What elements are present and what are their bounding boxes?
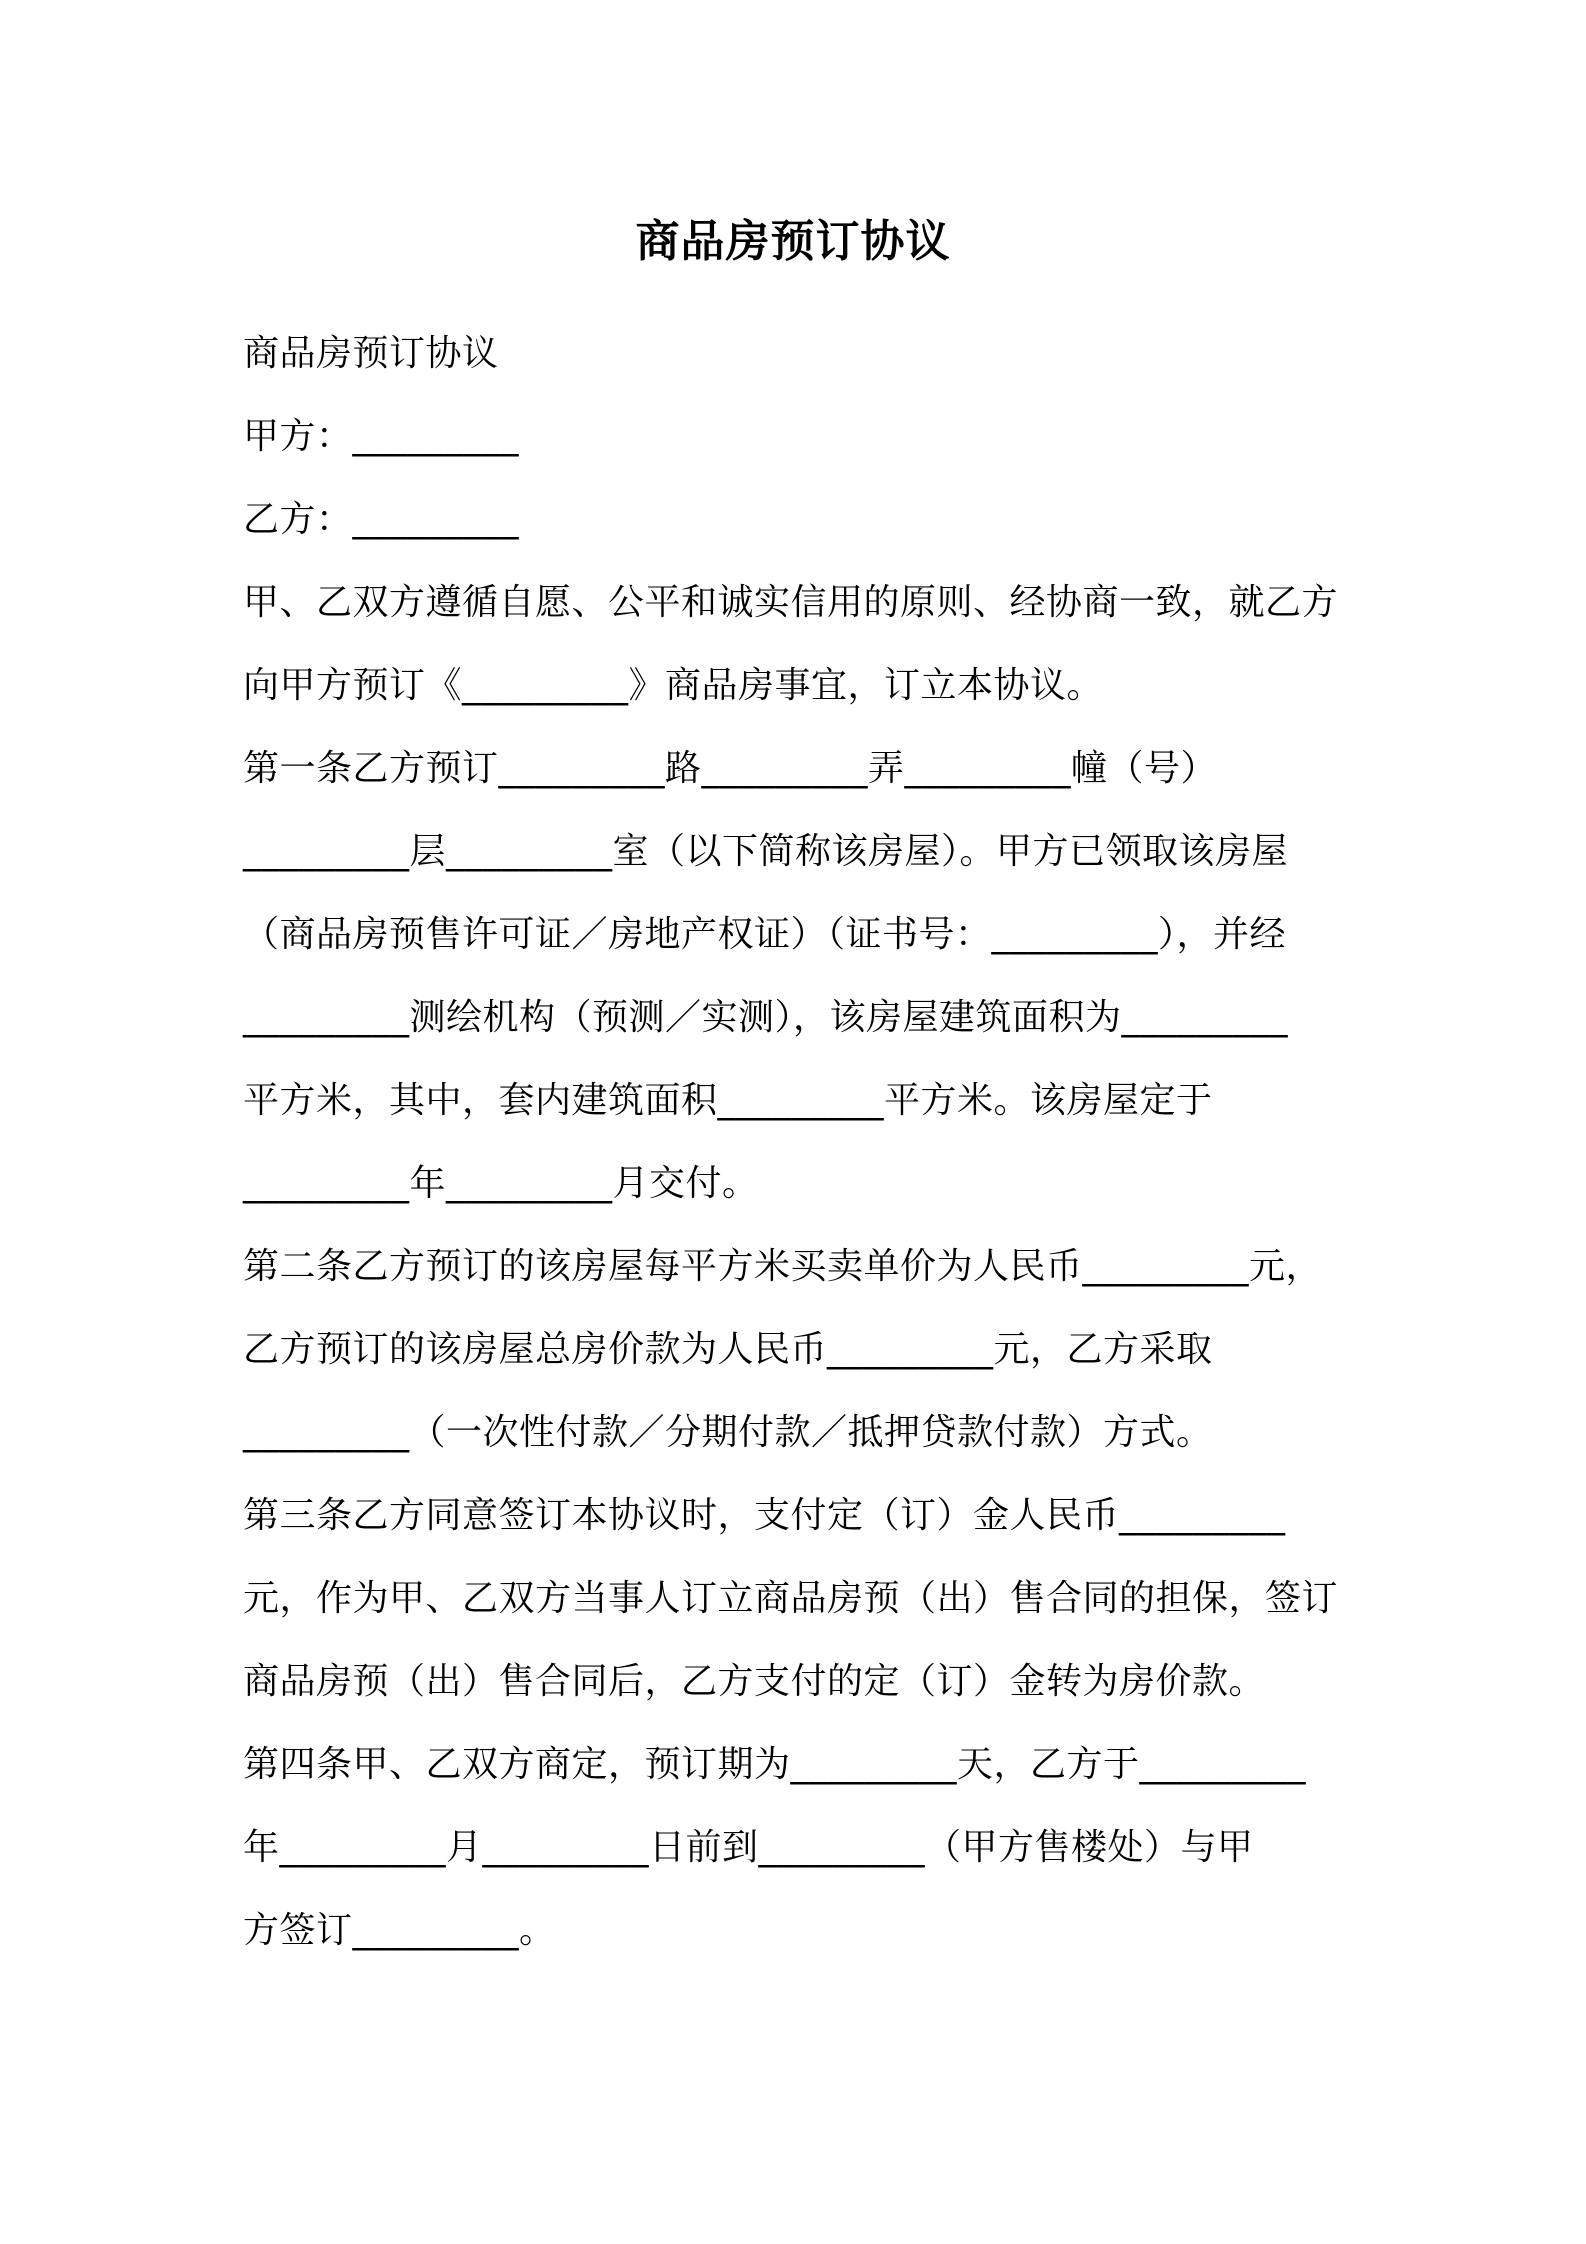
body-line-article-2-a: 第二条乙方预订的该房屋每平方米买卖单价为人民币_________元， [243,1246,1323,1287]
body-line-article-2-b: 乙方预订的该房屋总房价款为人民币_________元，乙方采取 [243,1329,1213,1370]
body-line-article-4-a: 第四条甲、乙双方商定，预订期为_________天，乙方于_________ [243,1744,1307,1785]
body-line-article-1-c: （商品房预售许可证／房地产权证）（证书号：_________），并经 [243,914,1287,955]
body-line-party-a: 甲方：_________ [243,416,520,457]
body-line-article-1-b: _________层_________室（以下简称该房屋）。甲方已领取该房屋 [243,831,1289,872]
body-line-article-1-d: _________测绘机构（预测／实测），该房屋建筑面积为_________ [243,997,1289,1038]
body-line-article-3-c: 商品房预（出）售合同后，乙方支付的定（订）金转为房价款。 [243,1661,1266,1702]
body-line-preamble-1: 甲、乙双方遵循自愿、公平和诚实信用的原则、经协商一致，就乙方 [243,582,1339,623]
body-line-article-4-b: 年_________月_________日前到_________（甲方售楼处）与甲 [243,1827,1254,1868]
body-line-party-b: 乙方：_________ [243,499,520,540]
body-line-article-1-e: 平方米，其中，套内建筑面积_________平方米。该房屋定于 [243,1080,1213,1121]
document-body [243,324,1363,1984]
body-line-article-2-c: _________（一次性付款／分期付款／抵押贷款付款）方式。 [243,1412,1213,1453]
body-line-article-3-b: 元，作为甲、乙双方当事人订立商品房预（出）售合同的担保，签订 [243,1578,1339,1619]
body-line-article-1-a: 第一条乙方预订_________路_________弄_________幢（号） [243,748,1218,789]
body-line-subtitle: 商品房预订协议 [243,333,499,374]
body-line-article-1-f: _________年_________月交付。 [243,1163,759,1204]
body-line-article-4-c: 方签订_________。 [243,1910,556,1951]
body-line-article-3-a: 第三条乙方同意签订本协议时，支付定（订）金人民币_________ [243,1495,1286,1536]
document-title: 商品房预订协议 [635,216,951,267]
body-line-preamble-2: 向甲方预订《_________》商品房事宜，订立本协议。 [243,665,1104,706]
